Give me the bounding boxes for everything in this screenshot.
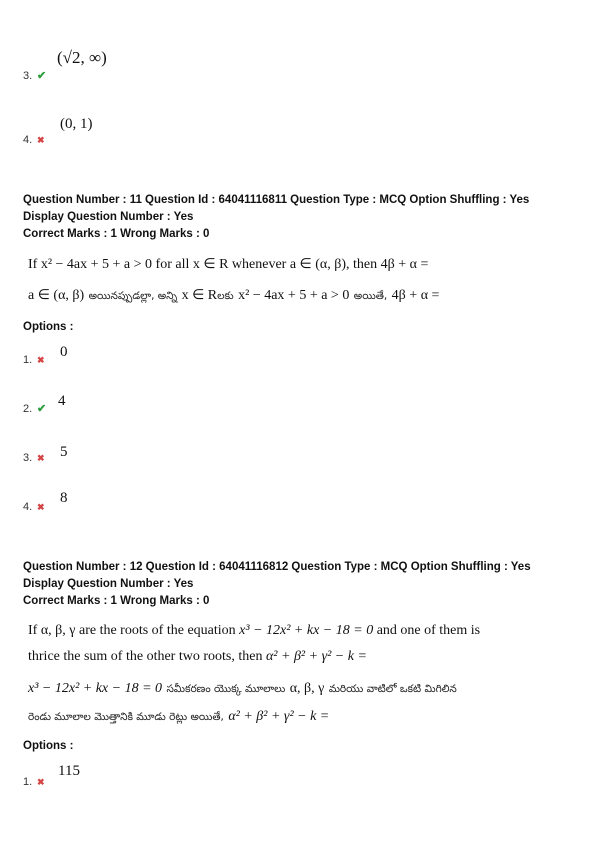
option-number: 4. (23, 501, 33, 513)
option-value: 5 (60, 444, 68, 460)
question-text-telugu: a ∈ (α, β) అయినప్పుడల్లా, అన్ని x ∈ Rలకు x² − 4ax + 5 + a > 0 అయితే, 4β + α = (28, 288, 440, 303)
option-number: 3. (23, 70, 33, 82)
question-11 (23, 192, 583, 522)
question-text-telugu-line1: x³ − 12x² + kx − 18 = 0 సమీకరణం యొక్క మూలాలు α, β, γ మరియు వాటిలో ఒకటి మిగిలిన (28, 681, 457, 696)
option-value: 115 (58, 763, 80, 779)
wrong-cross-icon: ✖ (37, 355, 45, 365)
wrong-cross-icon: ✖ (37, 777, 45, 787)
prev-option-3 (23, 44, 223, 86)
option-3 (23, 444, 143, 474)
marks-info: Correct Marks : 1 Wrong Marks : 0 (23, 228, 210, 240)
wrong-cross-icon: ✖ (37, 453, 45, 463)
question-meta-line: Question Number : 12 Question Id : 64041116812 Question Type : MCQ Option Shuffling : Yes (23, 561, 531, 573)
question-header (23, 192, 583, 243)
question-text-english-line2: thrice the sum of the other two roots, then α² + β² + γ² − k = (28, 649, 367, 664)
marks-info: Correct Marks : 1 Wrong Marks : 0 (23, 595, 210, 607)
option-value: (√2, ∞) (57, 48, 107, 67)
correct-check-icon: ✔ (37, 403, 47, 415)
question-text-telugu-line2: రెండు మూలాల మొత్తానికి మూడు రెట్లు అయితే, α² + β² + γ² − k = (28, 709, 330, 724)
prev-option-4 (23, 114, 223, 150)
correct-check-icon: ✔ (37, 70, 47, 82)
option-number: 4. (23, 134, 33, 146)
option-1 (23, 763, 163, 793)
option-value: (0, 1) (60, 116, 93, 132)
option-2 (23, 393, 143, 423)
wrong-cross-icon: ✖ (37, 135, 45, 145)
options-label: Options : (23, 740, 74, 752)
display-question-number: Display Question Number : Yes (23, 578, 194, 590)
question-12 (23, 559, 583, 799)
option-number: 1. (23, 776, 33, 788)
option-number: 3. (23, 452, 33, 464)
option-1 (23, 344, 143, 374)
question-meta-line: Question Number : 11 Question Id : 64041116811 Question Type : MCQ Option Shuffling : Yes (23, 194, 530, 206)
wrong-cross-icon: ✖ (37, 502, 45, 512)
option-number: 1. (23, 354, 33, 366)
option-4 (23, 490, 143, 520)
options-label: Options : (23, 321, 74, 333)
question-header (23, 559, 583, 610)
question-text-english-line1: If α, β, γ are the roots of the equation x³ − 12x² + kx − 18 = 0 and one of them is (28, 623, 481, 638)
question-text-english: If x² − 4ax + 5 + a > 0 for all x ∈ R whenever a ∈ (α, β), then 4β + α = (28, 257, 429, 272)
option-value: 0 (60, 344, 68, 360)
display-question-number: Display Question Number : Yes (23, 211, 194, 223)
option-number: 2. (23, 403, 33, 415)
option-value: 8 (60, 490, 68, 506)
option-value: 4 (58, 393, 66, 409)
